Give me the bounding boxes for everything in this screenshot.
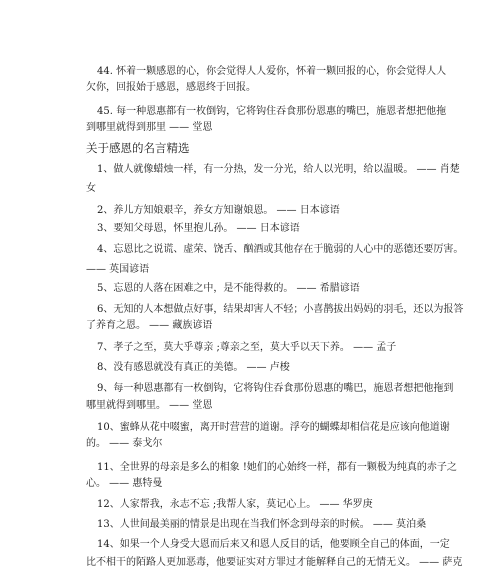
quote-10-line1: 10、蜜蜂从花中啜蜜，离开时营营的道谢。浮夸的蝴蝶却相信花是应该向他道谢: [97, 422, 450, 433]
quote-5: 5、忘恩的人落在困难之中，是不能得救的。 —— 希腊谚语: [97, 283, 360, 294]
quote-12: 12、人家帮我，永志不忘 ;我帮人家，莫记心上。 —— 华罗庚: [97, 499, 373, 510]
quote-2: 2、养儿方知娘艰辛，养女方知谢娘恩。 —— 日本谚语: [97, 205, 340, 216]
quote-44-line2: 欠你，回报始于感恩，感恩终于回报。: [86, 82, 256, 93]
quote-10-line2: 的。 —— 泰戈尔: [86, 438, 163, 449]
quote-4-line1: 4、忘恩比之说谎、虚荣、饶舌、酗酒或其他存在于脆弱的人心中的恶德还要厉害。: [97, 244, 464, 255]
quote-9-line2: 哪里就得到哪里。 —— 堂恩: [86, 400, 213, 411]
quote-14-line1: 14、如果一个人身受大恩而后来又和恩人反目的话，他要顾全自己的体面，一定: [97, 539, 450, 550]
quote-11-line2: 心。 —— 惠特曼: [86, 478, 163, 489]
quote-1-line2: 女: [86, 183, 96, 194]
quote-1-line1: 1、做人就像蜡烛一样，有一分热，发一分光，给人以光明，给以温暖。 —— 肖楚: [97, 164, 460, 175]
quote-45-line2: 到哪里就得到那里 —— 堂恩: [86, 122, 213, 133]
quote-3: 3、要知父母恩，怀里抱儿孙。 —— 日本谚语: [97, 223, 300, 234]
quote-9-line1: 9、每一种恩惠都有一枚倒钩，它将钩住吞食那份恩惠的嘴巴，施恩者想把他拖到: [97, 383, 454, 394]
quote-45-line1: 45. 每一种恩惠都有一枚倒钩，它将钩住吞食那份恩惠的嘴巴，施恩者想把他拖: [97, 106, 447, 117]
quote-14-line2: 比不相干的陌路人更加恶毒，他要证实对方罪过才能解释自己的无情无义。 —— 萨克: [86, 557, 463, 568]
section-heading: 关于感恩的名言精选: [86, 141, 190, 155]
quote-11-line1: 11、全世界的母亲是多么的相象 !她们的心始终一样，都有一颗极为纯真的赤子之: [97, 462, 457, 473]
quote-6-line1: 6、无知的人本想做点好事，结果却害人不轻；小喜鹊拔出妈妈的羽毛，还以为报答: [97, 304, 464, 315]
quote-44-line1: 44. 怀着一颗感恩的心，你会觉得人人爱你，怀着一颗回报的心，你会觉得人人: [97, 66, 447, 77]
quote-13: 13、人世间最美丽的情景是出现在当我们怀念到母亲的时候。 —— 莫泊桑: [97, 519, 427, 530]
quote-7: 7、孝子之至，莫大乎尊亲 ;尊亲之至，莫大乎以天下养。 —— 孟子: [97, 342, 397, 353]
quote-8: 8、没有感恩就没有真正的美德。 —— 卢梭: [97, 362, 290, 373]
quote-6-line2: 了养育之恩。 —— 藏族谚语: [86, 320, 213, 331]
quote-4-line2: —— 英国谚语: [86, 264, 150, 275]
